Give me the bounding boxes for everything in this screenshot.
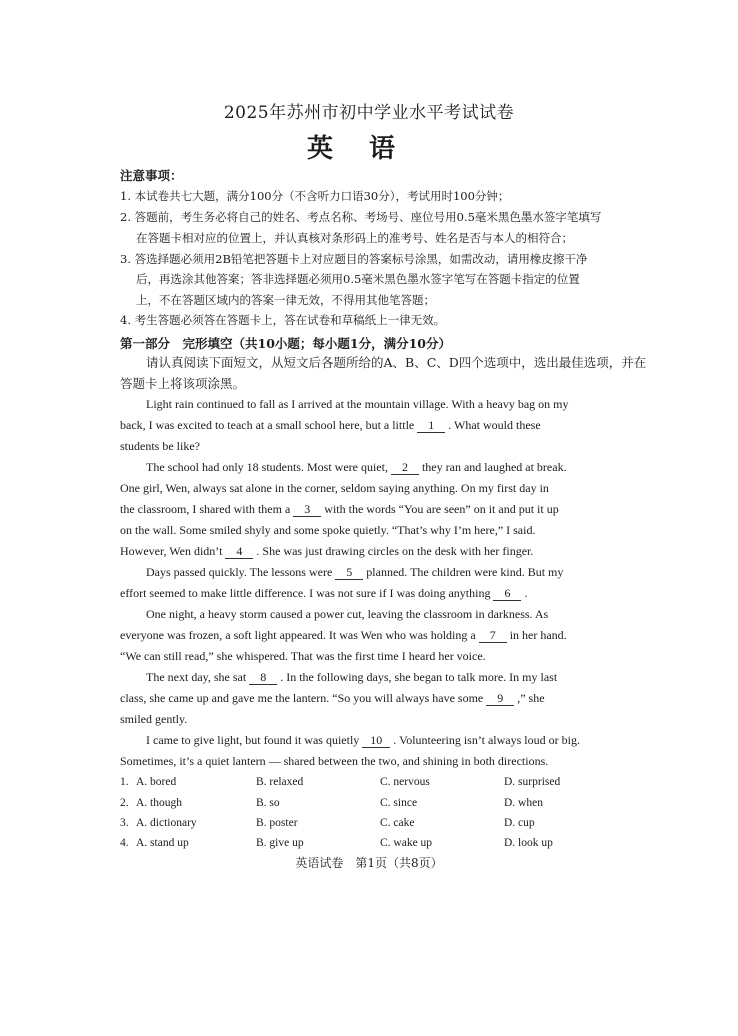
- blank-2: 2: [391, 461, 419, 475]
- passage-line: [146, 565, 563, 580]
- instruction-line: 请认真阅读下面短文，从短文后各题所给的A、B、C、D四个选项中，选出最佳选项，并在: [146, 355, 647, 370]
- note-line: 上，不在答题区域内的答案一律无效，不得用其他笔答题；: [136, 293, 435, 307]
- option-number: 2.: [120, 797, 129, 809]
- option-d: D. when: [504, 797, 543, 809]
- passage-line: [120, 502, 559, 517]
- option-b: B. relaxed: [256, 776, 304, 788]
- passage-line: Light rain continued to fall as I arrived at the mountain village. With a heavy bag on my: [146, 397, 569, 411]
- blank-7: 7: [479, 629, 507, 643]
- blank-10: 10: [362, 734, 390, 748]
- option-c: C. cake: [380, 817, 415, 829]
- option-d: D. look up: [504, 837, 553, 849]
- option-c: C. wake up: [380, 837, 433, 849]
- passage-text: .: [524, 586, 528, 600]
- option-d: D. cup: [504, 817, 535, 829]
- note-line: 2. 答题前，考生务必将自己的姓名、考点名称、考场号、座位号用0.5毫米黑色墨水签字笔填写: [120, 210, 602, 224]
- option-a: A. bored: [136, 776, 177, 788]
- option-a: A. stand up: [136, 837, 189, 849]
- option-b: B. give up: [256, 837, 304, 849]
- passage-text: everyone was frozen, a soft light appeared. It was Wen who was holding a: [120, 628, 476, 642]
- subject-title: 英语: [306, 134, 431, 164]
- passage-line: [120, 586, 527, 601]
- passage-line: [146, 670, 557, 685]
- page-footer: 英语试卷 第1页（共8页）: [295, 856, 443, 870]
- blank-5: 5: [335, 566, 363, 580]
- passage-line: [120, 628, 567, 643]
- passage-text: in her hand.: [509, 628, 567, 642]
- blank-6: 6: [493, 587, 521, 601]
- option-number: 3.: [120, 817, 129, 829]
- option-b: B. poster: [256, 817, 298, 829]
- passage-text: The next day, she sat: [146, 670, 247, 684]
- passage-text: with the words “You are seen” on it and put it up: [324, 502, 559, 516]
- note-line: 后，再选涂其他答案；答非选择题必须用0.5毫米黑色墨水签字笔写在答题卡指定的位置: [136, 272, 580, 286]
- passage-text: ,” she: [517, 691, 545, 705]
- option-a: A. though: [136, 797, 182, 809]
- note-line: 1. 本试卷共七大题，满分100分（不含听力口语30分），考试用时100分钟；: [120, 189, 510, 203]
- section-heading: 第一部分 完形填空（共10小题；每小题1分，满分10分）: [120, 336, 451, 351]
- exam-title: 2025年苏州市初中学业水平考试试卷: [223, 103, 515, 123]
- option-c: C. nervous: [380, 776, 430, 788]
- passage-text: back, I was excited to teach at a small school here, but a little: [120, 418, 415, 432]
- blank-9: 9: [486, 692, 514, 706]
- passage-text: . What would these: [448, 418, 541, 432]
- notes-heading: 注意事项：: [120, 168, 183, 183]
- passage-line: on the wall. Some smiled shyly and some spoke quietly. “That’s why I’m here,” I said.: [120, 523, 536, 537]
- passage-text: . In the following days, she began to talk more. In my last: [280, 670, 558, 684]
- passage-text: . Volunteering isn’t always loud or big.: [393, 733, 580, 747]
- passage-line: One girl, Wen, always sat alone in the corner, seldom saying anything. On my first day in: [120, 481, 549, 495]
- passage-line: students be like?: [120, 439, 200, 453]
- passage-text: . She was just drawing circles on the desk with her finger.: [256, 544, 534, 558]
- passage-line: [120, 544, 533, 559]
- passage-text: the classroom, I shared with them a: [120, 502, 291, 516]
- passage-text: they ran and laughed at break.: [421, 460, 567, 474]
- passage-text: The school had only 18 students. Most were quiet,: [146, 460, 388, 474]
- blank-3: 3: [293, 503, 321, 517]
- passage-line: [120, 418, 541, 433]
- passage-text: Days passed quickly. The lessons were: [146, 565, 333, 579]
- passage-text: I came to give light, but found it was quietly: [146, 733, 360, 747]
- passage-line: [146, 733, 580, 748]
- passage-text: planned. The children were kind. But my: [366, 565, 564, 579]
- note-line: 4. 考生答题必须答在答题卡上，答在试卷和草稿纸上一律无效。: [120, 313, 446, 327]
- blank-8: 8: [249, 671, 277, 685]
- passage-text: However, Wen didn’t: [120, 544, 223, 558]
- option-number: 1.: [120, 776, 129, 788]
- passage-text: effort seemed to make little difference. I was not sure if I was doing anything: [120, 586, 491, 600]
- passage-line: “We can still read,” she whispered. That was the first time I heard her voice.: [120, 649, 486, 663]
- passage-line: One night, a heavy storm caused a power cut, leaving the classroom in darkness. As: [146, 607, 549, 621]
- passage-line: Sometimes, it’s a quiet lantern — shared between the two, and shining in both directions.: [120, 754, 549, 768]
- blank-1: 1: [417, 419, 445, 433]
- option-b: B. so: [256, 797, 280, 809]
- passage-text: class, she came up and gave me the lantern. “So you will always have some: [120, 691, 484, 705]
- instruction-line: 答题卡上将该项涂黑。: [120, 376, 246, 391]
- blank-4: 4: [225, 545, 253, 559]
- note-line: 在答题卡相对应的位置上，并认真核对条形码上的准考号、姓名是否与本人的相符合；: [136, 231, 573, 245]
- note-line: 3. 答选择题必须用2B铅笔把答题卡上对应题目的答案标号涂黑，如需改动，请用橡皮擦干净: [120, 252, 588, 266]
- option-number: 4.: [120, 837, 129, 849]
- passage-line: [146, 460, 567, 475]
- passage-line: smiled gently.: [120, 712, 188, 726]
- option-c: C. since: [380, 797, 418, 809]
- option-d: D. surprised: [504, 776, 561, 788]
- option-a: A. dictionary: [136, 817, 197, 829]
- passage-line: [120, 691, 545, 706]
